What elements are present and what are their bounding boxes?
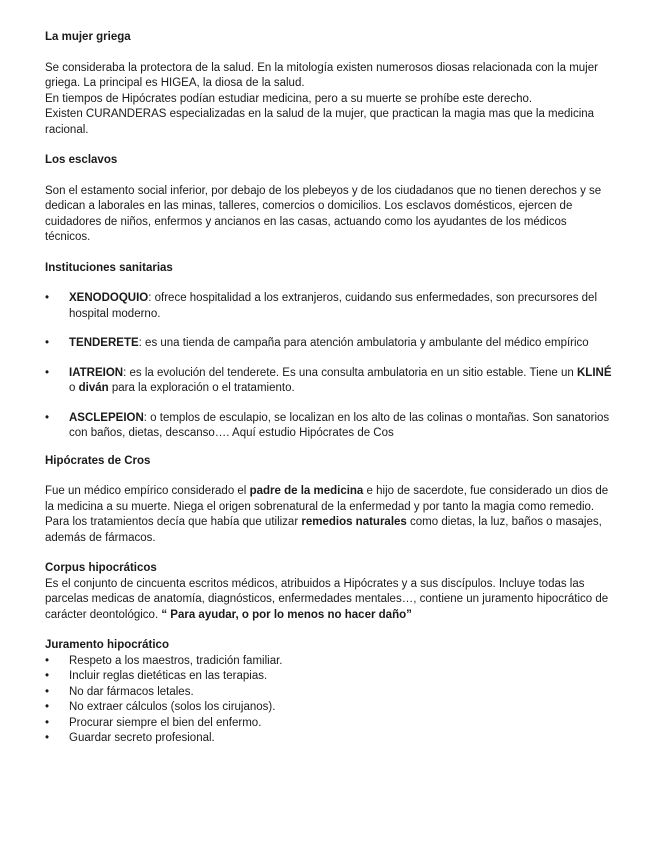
heading-esclavos: Los esclavos: [45, 154, 118, 166]
section-hipocrates: [45, 454, 615, 547]
hipocrates-text-a: Fue un médico empírico considerado el: [45, 485, 250, 497]
hipocrates-text-c: como dietas, la luz, baños o masajes, además de fármacos.: [45, 516, 602, 544]
list-item: • No extraer cálculos (solos los cirujanos).: [45, 700, 615, 716]
heading-corpus: Corpus hipocráticos: [45, 562, 157, 574]
term-tenderete: TENDERETE: [69, 337, 139, 349]
term-divan: diván: [78, 382, 109, 394]
section-esclavos: [45, 153, 615, 246]
mujer-line-2: En tiempos de Hipócrates podían estudiar medicina, pero a su muerte se prohíbe este derecho.: [45, 92, 533, 105]
juramento-list: [45, 654, 615, 747]
section-instituciones: [45, 261, 615, 442]
list-item-iatreion: [45, 366, 615, 397]
hipocrates-bold-b: remedios naturales: [301, 516, 407, 528]
desc-asclepeion: : o templos de esculapio, se localizan en los alto de las colinas o montañas. Son sanatorios con baños, dietas, descanso…. Aquí estudio Hipócrates de Cos: [69, 411, 610, 439]
heading-instituciones: Instituciones sanitarias: [45, 261, 173, 274]
paragraph-corpus: [45, 577, 615, 624]
corpus-text: Es el conjunto de cincuenta escritos médicos, atribuidos a Hipócrates y a sus discípulos. Incluye todas las parcelas medicas de anatomía, diagnósticos, enfermedades mentales…, contiene un juramento hipocrático de carácter deontológico.: [45, 577, 609, 621]
list-item-asclepeion: [45, 411, 615, 442]
mujer-line-1: Se consideraba la protectora de la salud. En la mitología existen numerosos diosas relacionada con la mujer griega. La principal es HIGEA, la diosa de la salud.: [45, 61, 598, 89]
term-kline: KLINÉ: [577, 366, 612, 379]
list-item: • No dar fármacos letales.: [45, 685, 615, 701]
hipocrates-text-b: e hijo de sacerdote, fue considerado un dios de la medicina a su muerte. Niega el origen sobrenatural de la enfermedad y por tanto la magia como remedio. Para los tratamientos decía que había que utilizar: [45, 485, 609, 528]
desc-iatreion-b: o: [69, 382, 79, 394]
term-iatreion: IATREION: [69, 366, 124, 379]
list-item: • Respeto a los maestros, tradición familiar.: [45, 654, 615, 670]
instituciones-list: [45, 291, 615, 442]
list-item: • Incluir reglas dietéticas en las terapias.: [45, 669, 615, 685]
paragraph-hipocrates: [45, 484, 615, 546]
section-juramento: [45, 638, 615, 747]
list-item-tenderete: [45, 336, 615, 352]
list-item: • Guardar secreto profesional.: [45, 731, 615, 747]
section-corpus: [45, 561, 615, 623]
desc-iatreion-c: para la exploración o el tratamiento.: [108, 382, 295, 394]
desc-iatreion-a: : es la evolución del tenderete. Es una consulta ambulatoria en un sitio estable. Tiene un: [123, 366, 577, 379]
document-page: [45, 30, 615, 747]
desc-xenodoquio: : ofrece hospitalidad a los extranjeros, cuidando sus enfermedades, son precursores del hospital moderno.: [69, 292, 597, 320]
heading-hipocrates: Hipócrates de Cros: [45, 454, 151, 467]
heading-juramento: Juramento hipocrático: [45, 639, 169, 651]
list-item-xenodoquio: [45, 291, 615, 322]
corpus-quote: “ Para ayudar, o por lo menos no hacer daño”: [161, 608, 412, 621]
list-item: • Procurar siempre el bien del enfermo.: [45, 716, 615, 732]
term-asclepeion: ASCLEPEION: [69, 411, 144, 424]
paragraph-esclavos: Son el estamento social inferior, por debajo de los plebeyos y de los ciudadanos que no tienen derechos y se dedican a laborales en las minas, talleres, comercios o domicilios. Los esclavos domésticos, ejercen de cuidadores de niños, enfermos y ancianos en las casas, actuando como los ayudantes de los médicos técnicos.: [45, 184, 602, 243]
desc-tenderete: : es una tienda de campaña para atención ambulatoria y ambulante del médico empírico: [138, 337, 589, 349]
hipocrates-bold-a: padre de la medicina: [249, 485, 364, 497]
term-xenodoquio: XENODOQUIO: [69, 292, 149, 304]
heading-mujer-griega: La mujer griega: [45, 31, 131, 43]
paragraph-mujer-griega: [45, 61, 615, 139]
mujer-line-3: Existen CURANDERAS especializadas en la salud de la mujer, que practican la magia mas que la medicina racional.: [45, 108, 595, 136]
